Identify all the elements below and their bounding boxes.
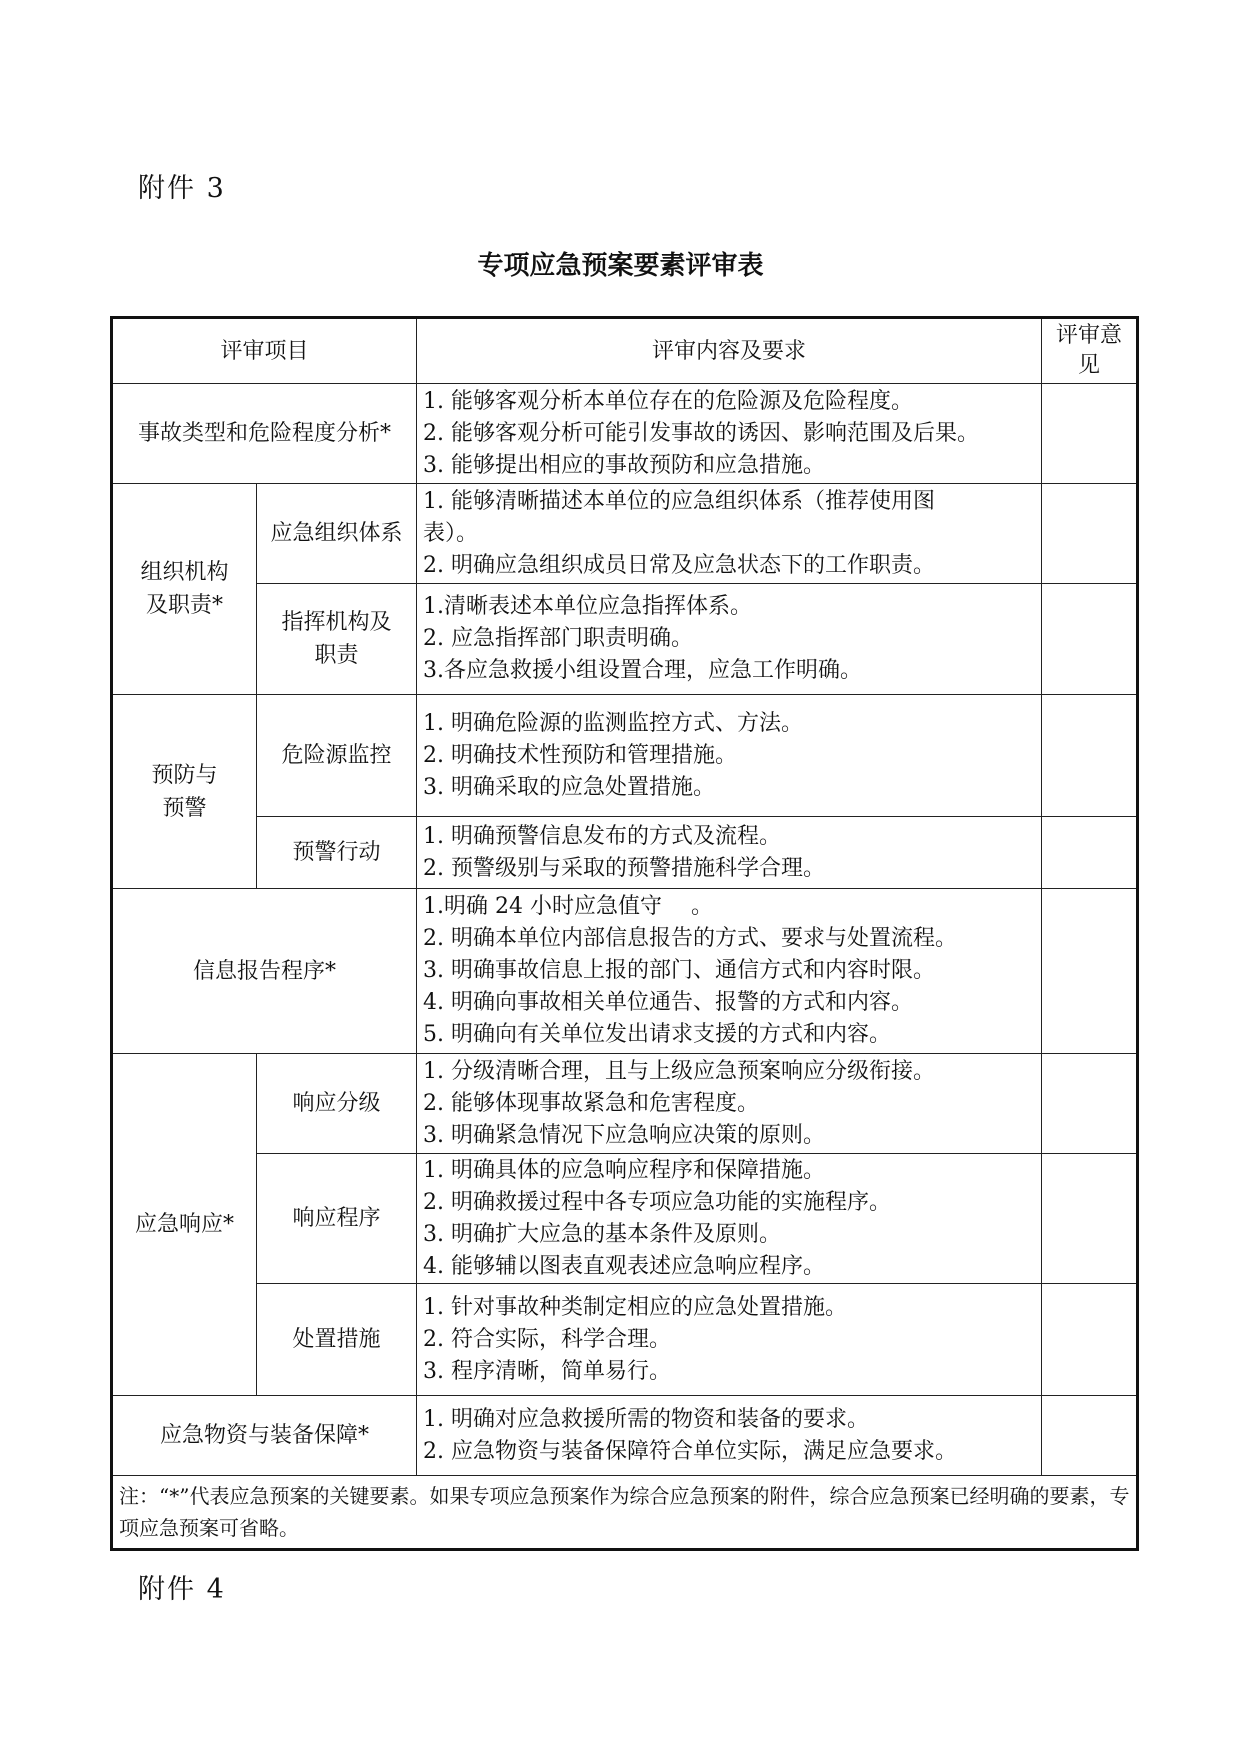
- requirement-list: [417, 817, 1042, 889]
- group-label: 组织机构及职责*: [112, 484, 257, 695]
- table-row: [112, 384, 1138, 484]
- review-table: [110, 316, 1139, 1551]
- note-row: [112, 1476, 1138, 1550]
- requirement-line: 3. 明确事故信息上报的部门、通信方式和内容时限。: [423, 958, 936, 983]
- header-review-content: 评审内容及要求: [417, 318, 1042, 384]
- attachment-label: 附件 3: [138, 173, 226, 204]
- requirement-line: 1. 明确危险源的监测监控方式、方法。: [423, 710, 804, 736]
- opinion-cell[interactable]: [1042, 695, 1138, 817]
- requirement-list: [417, 1154, 1042, 1284]
- requirement-line: 3. 能够提出相应的事故预防和应急措施。: [423, 452, 826, 478]
- item-label: 信息报告程序*: [112, 889, 417, 1054]
- table-row: [112, 584, 1138, 695]
- opinion-cell[interactable]: [1042, 1054, 1138, 1154]
- table-row: [112, 1154, 1138, 1284]
- requirement-line: 3. 明确紧急情况下应急响应决策的原则。: [423, 1122, 826, 1148]
- sub-item-label: 应急组织体系: [257, 484, 417, 584]
- requirement-list: [417, 384, 1042, 484]
- requirement-list: [417, 1284, 1042, 1396]
- table-row: [112, 1284, 1138, 1396]
- requirement-list: [417, 584, 1042, 695]
- requirement-line: 1. 明确具体的应急响应程序和保障措施。: [423, 1157, 826, 1183]
- opinion-cell[interactable]: [1042, 384, 1138, 484]
- requirement-line: 1. 能够客观分析本单位存在的危险源及危险程度。: [423, 388, 914, 414]
- requirement-line: 3. 明确扩大应急的基本条件及原则。: [423, 1221, 782, 1247]
- sub-item-label: 处置措施: [257, 1284, 417, 1396]
- document-title: 专项应急预案要素评审表: [477, 251, 764, 281]
- requirement-line: 5. 明确向有关单位发出请求支援的方式和内容。: [423, 1022, 892, 1047]
- table-row: [112, 695, 1138, 817]
- requirement-line: 3. 程序清晰，简单易行。: [423, 1358, 671, 1384]
- requirement-line: 4. 明确向事故相关单位通告、报警的方式和内容。: [423, 990, 914, 1015]
- requirement-line: 2. 应急指挥部门职责明确。: [423, 626, 693, 651]
- requirement-list: [417, 889, 1042, 1054]
- sub-item-label: 响应分级: [257, 1054, 417, 1154]
- opinion-cell[interactable]: [1042, 484, 1138, 584]
- opinion-cell[interactable]: [1042, 889, 1138, 1054]
- requirement-list: [417, 484, 1042, 584]
- requirement-line: 1. 针对事故种类制定相应的应急处置措施。: [423, 1294, 848, 1320]
- table-row: [112, 1054, 1138, 1154]
- requirement-line: 2. 应急物资与装备保障符合单位实际，满足应急要求。: [423, 1438, 958, 1464]
- item-label: 应急物资与装备保障*: [112, 1396, 417, 1476]
- requirement-line: 2. 符合实际，科学合理。: [423, 1326, 671, 1352]
- requirement-line: 1.清晰表述本单位应急指挥体系。: [423, 594, 753, 619]
- requirement-line: 1.明确 24 小时应急值守 。: [423, 894, 713, 919]
- requirement-line: 1. 明确预警信息发布的方式及流程。: [423, 823, 782, 849]
- requirement-line: 2. 明确技术性预防和管理措施。: [423, 742, 737, 768]
- note-text: 注：“*”代表应急预案的关键要素。如果专项应急预案作为综合应急预案的附件，综合应急预案已经明确的要素，专项应急预案可省略。: [112, 1476, 1138, 1550]
- table-row: [112, 1396, 1138, 1476]
- item-label: 事故类型和危险程度分析*: [112, 384, 417, 484]
- header-review-item: 评审项目: [112, 318, 417, 384]
- requirement-line: 2. 能够客观分析可能引发事故的诱因、影响范围及后果。: [423, 420, 980, 446]
- group-label: 应急响应*: [112, 1054, 257, 1396]
- attachment-label: 附件 4: [138, 1574, 226, 1605]
- opinion-cell[interactable]: [1042, 584, 1138, 695]
- sub-item-label: 危险源监控: [257, 695, 417, 817]
- table-row: [112, 817, 1138, 889]
- requirement-list: [417, 695, 1042, 817]
- header-review-opinion: 评审意见: [1042, 318, 1138, 384]
- requirement-list: [417, 1396, 1042, 1476]
- requirement-line: 2. 明确救援过程中各专项应急功能的实施程序。: [423, 1189, 892, 1215]
- opinion-cell[interactable]: [1042, 1154, 1138, 1284]
- requirement-line: 1. 能够清晰描述本单位的应急组织体系（推荐使用图: [423, 488, 936, 514]
- requirement-line: 2. 明确应急组织成员日常及应急状态下的工作职责。: [423, 552, 936, 578]
- requirement-line: 1. 分级清晰合理，且与上级应急预案响应分级衔接。: [423, 1058, 936, 1084]
- requirement-line: 3.各应急救援小组设置合理，应急工作明确。: [423, 658, 863, 683]
- requirement-line: 2. 预警级别与采取的预警措施科学合理。: [423, 855, 826, 881]
- table-row: [112, 889, 1138, 1054]
- sub-item-label: 响应程序: [257, 1154, 417, 1284]
- requirement-line: 表）。: [423, 520, 479, 546]
- group-label: 预防与预警: [112, 695, 257, 889]
- table-header-row: [112, 318, 1138, 384]
- requirement-line: 2. 明确本单位内部信息报告的方式、要求与处置流程。: [423, 926, 958, 951]
- requirement-line: 1. 明确对应急救援所需的物资和装备的要求。: [423, 1406, 870, 1432]
- opinion-cell[interactable]: [1042, 1284, 1138, 1396]
- requirement-line: 4. 能够辅以图表直观表述应急响应程序。: [423, 1253, 826, 1279]
- opinion-cell[interactable]: [1042, 1396, 1138, 1476]
- sub-item-label: 预警行动: [257, 817, 417, 889]
- requirement-line: 2. 能够体现事故紧急和危害程度。: [423, 1090, 760, 1116]
- requirement-line: 3. 明确采取的应急处置措施。: [423, 774, 715, 800]
- sub-item-label: 指挥机构及职责: [257, 584, 417, 695]
- table-row: [112, 484, 1138, 584]
- requirement-list: [417, 1054, 1042, 1154]
- opinion-cell[interactable]: [1042, 817, 1138, 889]
